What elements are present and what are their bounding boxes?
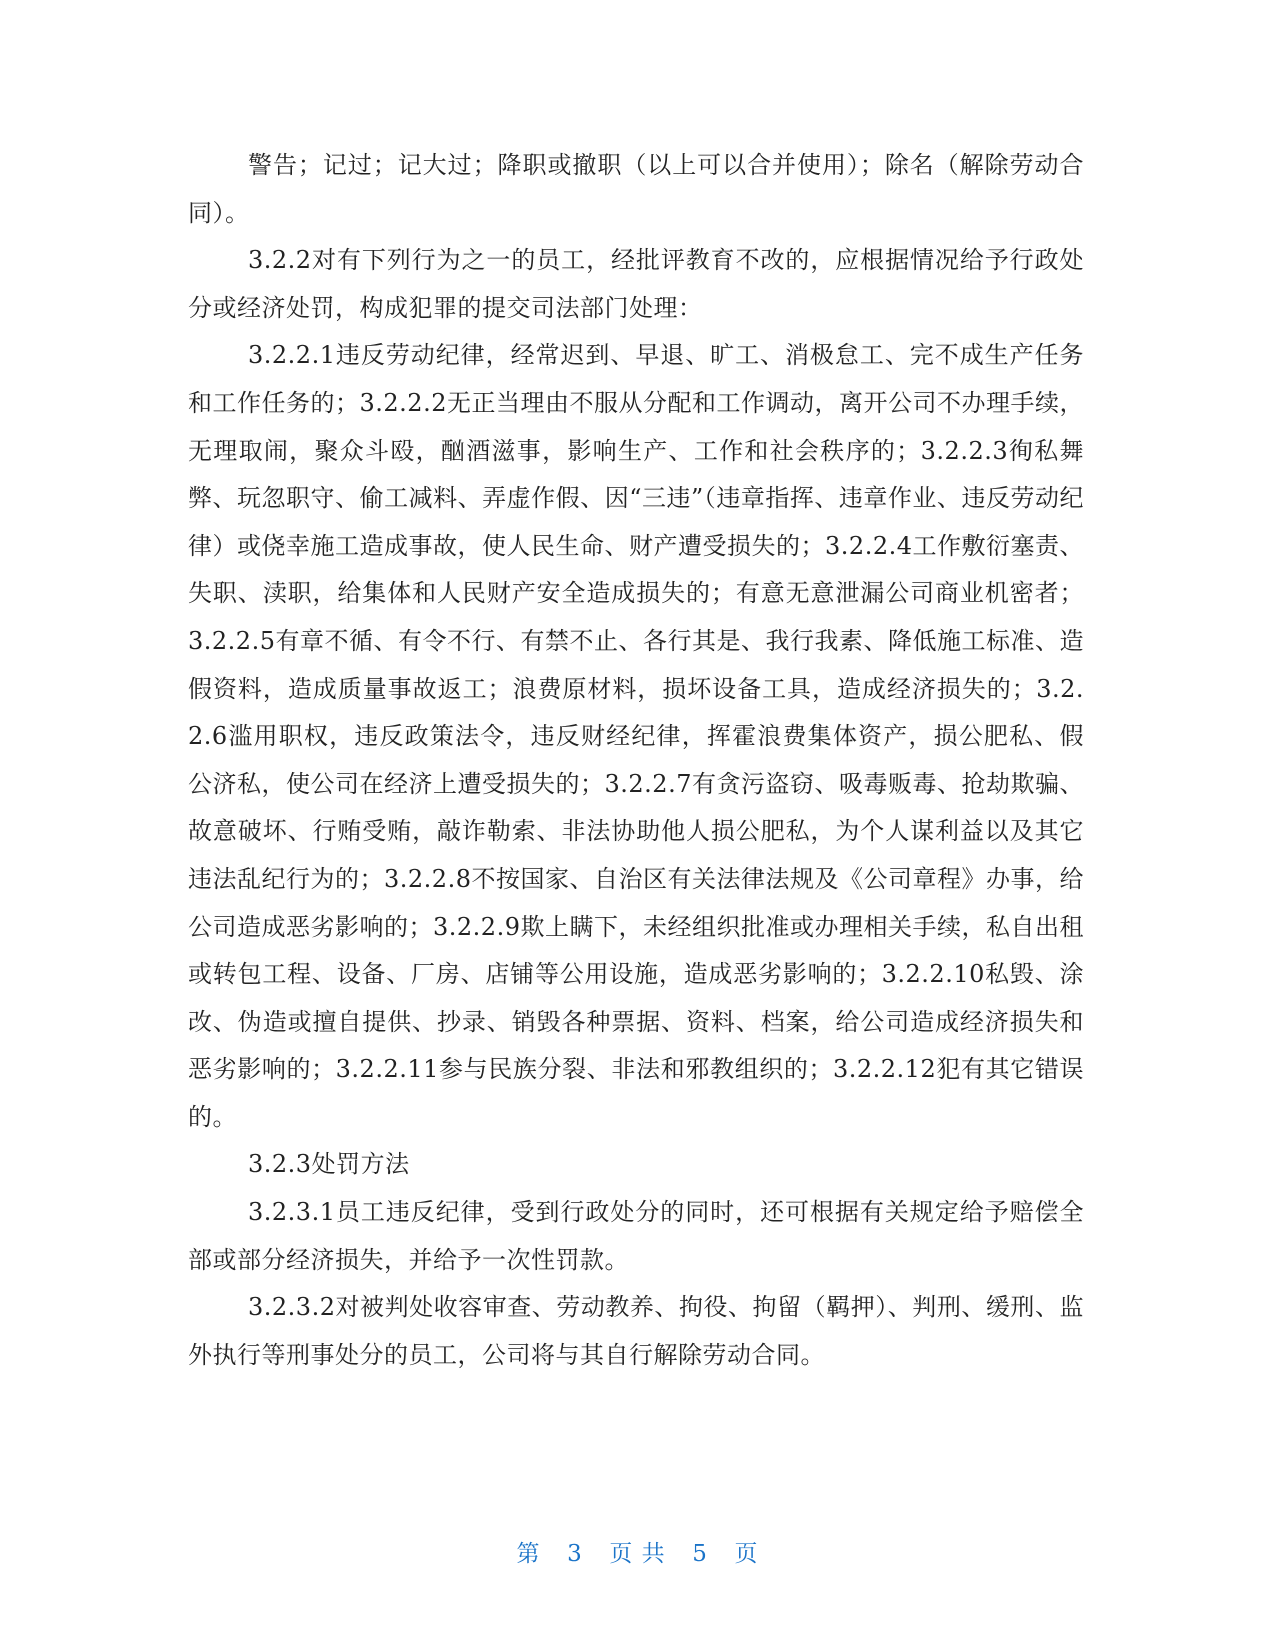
- footer-middle: 页 共: [609, 1541, 666, 1567]
- document-body: [188, 142, 1084, 1379]
- page-footer: [0, 1535, 1275, 1568]
- paragraph-3-2-3-1: 3.2.3.1员工违反纪律，受到行政处分的同时，还可根据有关规定给予赔偿全部或部分经济损失，并给予一次性罚款。: [188, 1198, 1084, 1274]
- paragraph-3-2-3-2: 3.2.3.2对被判处收容审查、劳动教养、拘役、拘留（羁押）、判刑、缓刑、监外执行等刑事处分的员工，公司将与其自行解除劳动合同。: [188, 1293, 1084, 1369]
- paragraph-violation-list: 3.2.2.1违反劳动纪律，经常迟到、早退、旷工、消极怠工、完不成生产任务和工作任务的；3.2.2.2无正当理由不服从分配和工作调动，离开公司不办理手续，无理取闹，聚众斗殴，酗酒滋事，影响生产、工作和社会秩序的；3.2.2.3徇私舞弊、玩忽职守、偷工减料、弄虚作假、因“三违”（违章指挥、违章作业、违反劳动纪律）或侥幸施工造成事故，使人民生命、财产遭受损失的；3.2.2.4工作敷衍塞责、失职、渎职，给集体和人民财产安全造成损失的；有意无意泄漏公司商业机密者；3.2.2.5有章不循、有令不行、有禁不止、各行其是、我行我素、降低施工标准、造假资料，造成质量事故返工；浪费原材料，损坏设备工具，造成经济损失的；3.2.2.6滥用职权，违反政策法令，违反财经纪律，挥霍浪费集体资产，损公肥私、假公济私，使公司在经济上遭受损失的；3.2.2.7有贪污盗窃、吸毒贩毒、抢劫欺骗、故意破坏、行贿受贿，敲诈勒索、非法协助他人损公肥私，为个人谋利益以及其它违法乱纪行为的；3.2.2.8不按国家、自治区有关法律法规及《公司章程》办事，给公司造成恶劣影响的；3.2.2.9欺上瞒下，未经组织批准或办理相关手续，私自出租或转包工程、设备、厂房、店铺等公用设施，造成恶劣影响的；3.2.2.10私毁、涂改、伪造或擅自提供、抄录、销毁各种票据、资料、档案，给公司造成经济损失和恶劣影响的；3.2.2.11参与民族分裂、非法和邪教组织的；3.2.2.12犯有其它错误的。: [188, 341, 1084, 1131]
- paragraph-penalty-types: 警告；记过；记大过；降职或撤职（以上可以合并使用）；除名（解除劳动合同）。: [188, 151, 1084, 227]
- footer-suffix: 页: [734, 1541, 759, 1567]
- paragraph-3-2-2: 3.2.2对有下列行为之一的员工，经批评教育不改的，应根据情况给予行政处分或经济处罚，构成犯罪的提交司法部门处理：: [188, 246, 1084, 322]
- paragraph-3-2-3-heading: 3.2.3处罚方法: [248, 1150, 410, 1179]
- footer-current-page: 3: [567, 1541, 583, 1567]
- footer-prefix: 第: [516, 1541, 541, 1567]
- footer-total-pages: 5: [692, 1541, 708, 1567]
